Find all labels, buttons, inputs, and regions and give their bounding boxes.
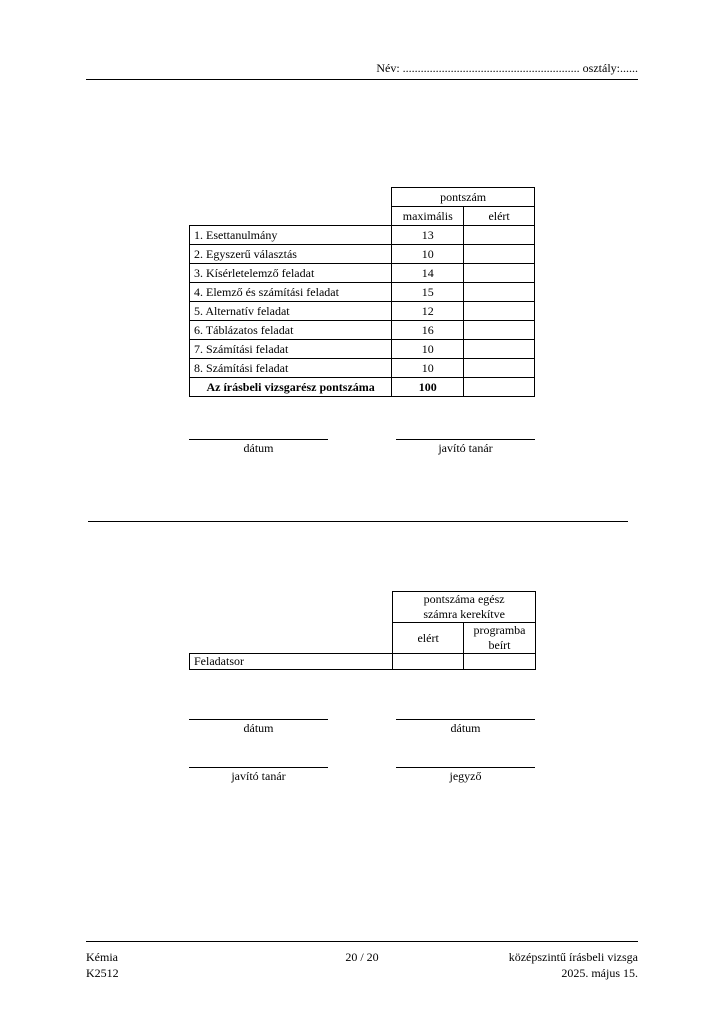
table-row xyxy=(190,340,535,359)
grader-signature-line[interactable] xyxy=(189,767,328,768)
footer-exam-level: középszintű írásbeli vizsga xyxy=(508,950,638,964)
max-score: 10 xyxy=(392,359,464,378)
feladatsor-label: Feladatsor xyxy=(190,654,393,670)
task-label: 3. Kísérletelemző feladat xyxy=(190,264,392,283)
col-got-header: elért xyxy=(464,207,535,226)
header-rule xyxy=(86,79,638,80)
table-row xyxy=(190,302,535,321)
table-row xyxy=(190,321,535,340)
max-score: 12 xyxy=(392,302,464,321)
task-label: 6. Táblázatos feladat xyxy=(190,321,392,340)
task-label: 2. Egyszerű választás xyxy=(190,245,392,264)
section-divider xyxy=(88,521,628,522)
entered-header-line2: beírt xyxy=(488,638,511,652)
max-score: 16 xyxy=(392,321,464,340)
max-score: 14 xyxy=(392,264,464,283)
footer-date: 2025. május 15. xyxy=(561,966,638,980)
got-score-cell[interactable] xyxy=(464,226,535,245)
got-score-cell[interactable] xyxy=(464,245,535,264)
entered-header-line1: programba xyxy=(473,623,526,637)
task-label: 8. Számítási feladat xyxy=(190,359,392,378)
notary-signature-line[interactable] xyxy=(396,767,535,768)
got-score-cell[interactable] xyxy=(464,264,535,283)
got-score-cell[interactable] xyxy=(464,283,535,302)
task-label: 7. Számítási feladat xyxy=(190,340,392,359)
total-got-cell[interactable] xyxy=(464,378,535,397)
entered-cell[interactable] xyxy=(464,654,536,670)
grader-label: javító tanár xyxy=(231,769,286,783)
total-label: Az írásbeli vizsgarész pontszáma xyxy=(190,378,392,397)
col-entered-header xyxy=(464,623,536,654)
total-row xyxy=(190,378,535,397)
name-class-field: Név: ........................................................... osztály:...... xyxy=(376,61,638,75)
rounded-header-line1: pontszáma egész xyxy=(423,592,505,606)
task-label: 1. Esettanulmány xyxy=(190,226,392,245)
date-signature-line[interactable] xyxy=(189,719,328,720)
table-row xyxy=(190,654,536,670)
date-signature-line[interactable] xyxy=(396,719,535,720)
score-table xyxy=(189,187,535,397)
got-score-cell[interactable] xyxy=(464,302,535,321)
task-label: 4. Elemző és számítási feladat xyxy=(190,283,392,302)
notary-label: jegyző xyxy=(449,769,482,783)
col-got-header: elért xyxy=(393,623,464,654)
rounded-got-cell[interactable] xyxy=(393,654,464,670)
footer-subject: Kémia xyxy=(86,950,118,964)
got-score-cell[interactable] xyxy=(464,321,535,340)
date-label: dátum xyxy=(243,441,274,455)
grader-signature-line[interactable] xyxy=(396,439,535,440)
got-score-cell[interactable] xyxy=(464,359,535,378)
rounded-header-line2: számra kerekítve xyxy=(423,607,505,621)
max-score: 10 xyxy=(392,340,464,359)
rounded-group-header xyxy=(393,592,536,623)
table-row xyxy=(190,245,535,264)
table-row xyxy=(190,264,535,283)
footer-rule xyxy=(86,941,638,942)
got-score-cell[interactable] xyxy=(464,340,535,359)
task-label: 5. Alternatív feladat xyxy=(190,302,392,321)
page-number: 20 / 20 xyxy=(345,950,379,964)
date-label: dátum xyxy=(450,721,481,735)
total-max: 100 xyxy=(392,378,464,397)
table-row xyxy=(190,359,535,378)
footer-code: K2512 xyxy=(86,966,119,980)
score-group-header: pontszám xyxy=(392,188,535,207)
table-row xyxy=(190,226,535,245)
rounded-score-table xyxy=(189,591,536,670)
date-label: dátum xyxy=(243,721,274,735)
max-score: 15 xyxy=(392,283,464,302)
max-score: 10 xyxy=(392,245,464,264)
table-row xyxy=(190,283,535,302)
col-max-header: maximális xyxy=(392,207,464,226)
max-score: 13 xyxy=(392,226,464,245)
grader-label: javító tanár xyxy=(438,441,493,455)
date-signature-line[interactable] xyxy=(189,439,328,440)
